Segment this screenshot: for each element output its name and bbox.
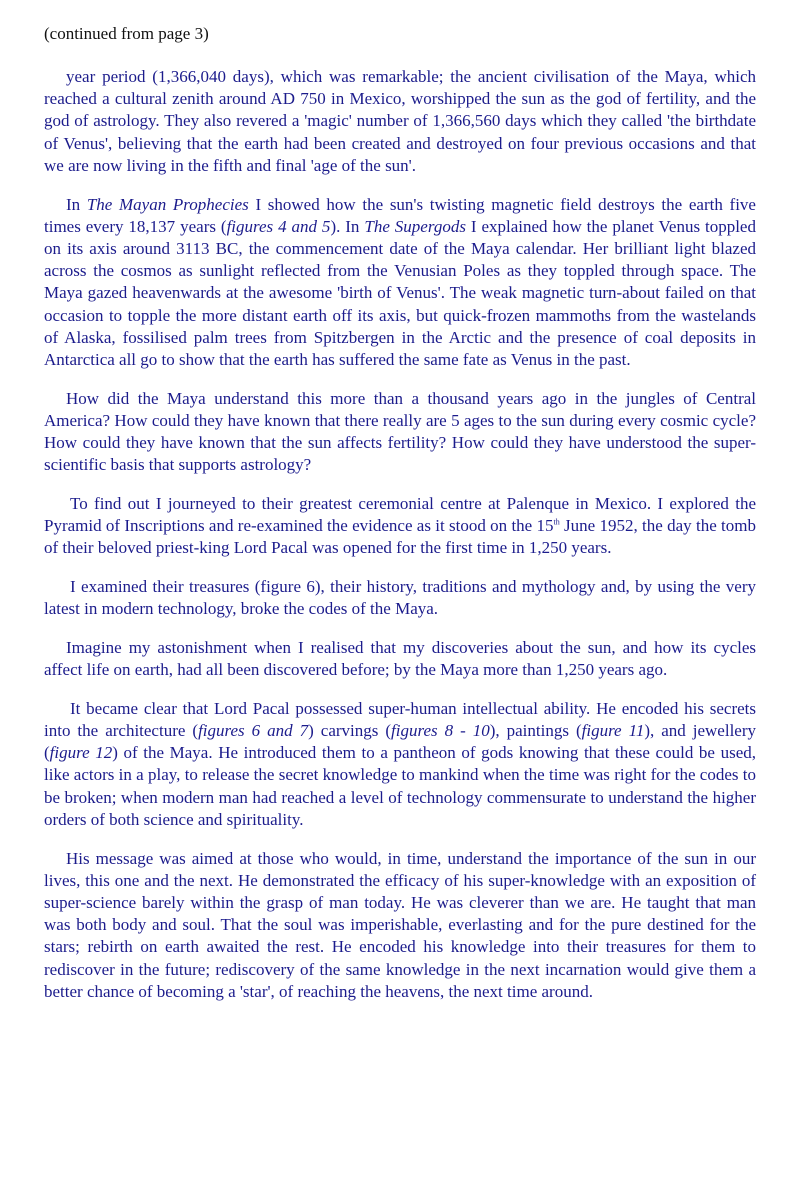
- paragraph-5: I examined their treasures (figure 6), their history, traditions and mythology and, by using the very latest in modern technology, broke the codes of the Maya.: [44, 577, 756, 619]
- figure-reference: figure 11: [581, 721, 645, 741]
- ordinal-superscript: th: [553, 517, 560, 527]
- continued-note: (continued from page 3): [44, 24, 209, 43]
- figure-reference: figure 12: [49, 743, 113, 763]
- paragraph-7: It became clear that Lord Pacal possessed super-human intellectual ability. He encoded his secrets into the architecture (figures 6 and 7) carvings (figures 8 - 10), paintings (figure 11), and jewellery (figure 12) of the Maya. He introduced them to a pantheon of gods knowing that these could be used, like actors in a play, to release the secret knowledge to mankind when the time was right for the codes to be broken; when modern man had reached a level of technology commensurate to understand the higher orders of both science and spirituality.: [44, 698, 757, 829]
- figure-reference: figures 4 and 5: [226, 216, 331, 236]
- paragraph-6: Imagine my astonishment when I realised that my discoveries about the sun, and how its cycles affect life on earth, had all been discovered before; by the Maya more than 1,250 years ago.: [44, 637, 756, 680]
- paragraph-3: How did the Maya understand this more than a thousand years ago in the jungles of Central America? How could they have known that there really are 5 ages to the sun during every cosmic cycle? How could they have known that the sun affects fertility? How could they have understood the super-scientific basis that supports astrology?: [44, 388, 756, 475]
- book-title-supergods: The Supergods: [364, 216, 466, 236]
- paragraph-4: To find out I journeyed to their greatest ceremonial centre at Palenque in Mexico. I explored the Pyramid of Inscriptions and re-examined the evidence as it stood on the 15th June 1952, the day the tomb of their beloved priest-king Lord Pacal was opened for the first time in 1,250 years.: [44, 493, 756, 558]
- paragraph-8: His message was aimed at those who would, in time, understand the importance of the sun in our lives, this one and the next. He demonstrated the efficacy of his super-knowledge with an exposition of super-science barely within the grasp of man today. He was cleverer than we are. He taught that man was both body and soul. That the soul was imperishable, everlasting and for the pure destined for the stars; rebirth on earth awaited the rest. He encoded his knowledge into their treasures for them to rediscover in the future; rediscovery of the same knowledge in the next incarnation would give them a better chance of becoming a 'star', of reaching the heavens, the next time around.: [44, 848, 756, 1001]
- article-body: [44, 66, 756, 1020]
- paragraph-2: In The Mayan Prophecies I showed how the sun's twisting magnetic field destroys the earth five times every 18,137 years (figures 4 and 5). In The Supergods I explained how the planet Venus toppled on its axis around 3113 BC, the commencement date of the Maya calendar. Her brilliant light blazed across the cosmos as sunlight reflected from the Venusian Poles as they toppled through space. The Maya gazed heavenwards at the awesome 'birth of Venus'. The weak magnetic turn-about failed on that occasion to topple the more distant earth off its axis, but quick-frozen mammoths from the wastelands of Alaska, fossilised palm trees from Spitzbergen in the Arctic and the presence of coal deposits in Antarctica all go to show that the earth has suffered the same fate as Venus in the past.: [44, 194, 756, 369]
- paragraph-1: year period (1,366,040 days), which was remarkable; the ancient civilisation of the Maya, which reached a cultural zenith around AD 750 in Mexico, worshipped the sun as the god of fertility, and the god of astrology. They also revered a 'magic' number of 1,366,560 days which they called 'the birthdate of Venus', believing that the earth had been created and destroyed on four previous occasions and that we are now living in the fifth and final 'age of the sun'.: [44, 67, 756, 175]
- book-title-mayan-prophecies: The Mayan Prophecies: [86, 194, 249, 214]
- figure-reference: figures 6 and 7: [198, 721, 309, 741]
- figure-reference: figures 8 - 10: [391, 721, 490, 741]
